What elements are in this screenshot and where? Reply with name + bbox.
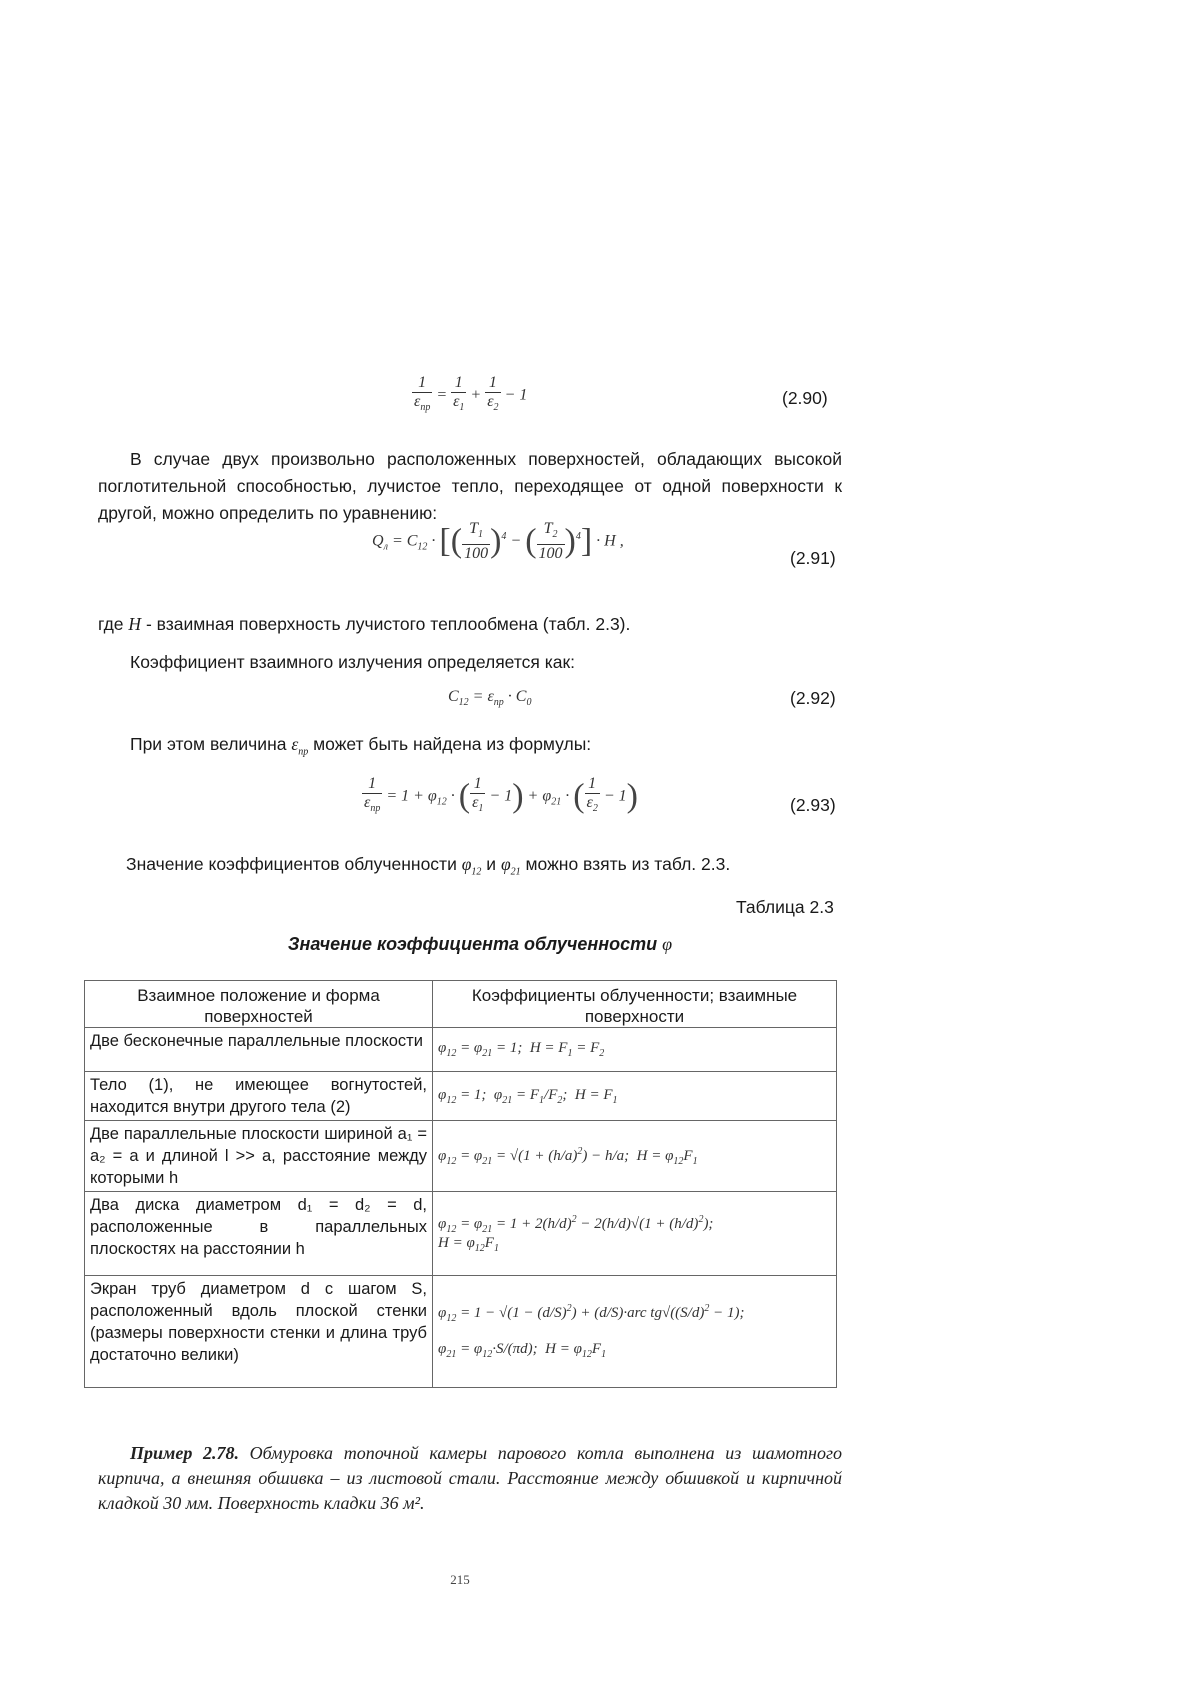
phi-21: $\varphi_{21}$ <box>500 854 521 878</box>
row-formula: $\varphi_{12} = \varphi_{21} = √(1 + (h/a)^2) - h/a$; $H = \varphi_{12}F_1$ <box>433 1121 837 1192</box>
text-before: Значение коэффициентов облученности <box>126 854 457 874</box>
table-title-text: Значение коэффициента облученности <box>287 934 658 954</box>
table-row <box>85 1072 837 1121</box>
text-before: При этом величина <box>130 734 287 754</box>
row-description: Две параллельные плоскости шириной a₁ = a₂ = a и длиной l >> a, расстояние между которыми h <box>85 1121 433 1192</box>
paragraph-line <box>130 731 591 766</box>
column-header: Коэффициенты облученности; взаимные поверхности <box>433 981 837 1028</box>
example-text: Обмуровка топочной камеры парового котла выполнена из шамотного кирпича, а внешняя обшивка – из листовой стали. Расстояние между обшивкой и кирпичной кладкой 30 мм. Поверхность кладки 36 м². <box>98 1443 843 1513</box>
coefficient-table <box>84 980 837 1388</box>
variable: H <box>128 614 142 634</box>
table-row <box>85 1192 837 1276</box>
column-header: Взаимное положение и форма поверхностей <box>85 981 433 1028</box>
row-formula: $\varphi_{12} = 1 - √(1 - (d/S)^2) + (d/S)\cdot arc$ $tg√((S/d)^2 - 1)$; $\varphi_{21} = \varphi_{12}\cdot S/(\pi d)$; $H = \varphi_{12}F_1$ <box>433 1276 837 1388</box>
row-description: Две бесконечные параллельные плоскости <box>85 1028 433 1072</box>
prefix: где <box>98 614 124 634</box>
equation-number: (2.92) <box>790 688 836 708</box>
example-paragraph <box>98 1441 842 1516</box>
row-description: Экран труб диаметром d с шагом S, расположенный вдоль плоской стенки (размеры поверхности стенки и длина труб достаточно велики) <box>85 1276 433 1388</box>
equation-2-93: $\frac{1}{\varepsilon_{пр}}$ = $1 + \varphi_{12}$ · ( $\frac{1}{\varepsilon_1}$ − $1) + \varphi_{21}$ · ( $\frac{1}{\varepsilon_2}$ − 1) <box>364 775 638 815</box>
example-label: Пример 2.78. <box>130 1443 239 1463</box>
definition-line <box>98 611 630 638</box>
row-formula: $\varphi_{12} = 1$; $\varphi_{21} = F_1/F_2$; $H = F_1$ <box>433 1072 837 1121</box>
equation-number: (2.91) <box>790 548 836 568</box>
table-title: Значение коэффициента облученности φ <box>287 934 673 954</box>
table-row <box>85 1276 837 1388</box>
text-after: может быть найдена из формулы: <box>313 734 592 754</box>
equation-2-92: $C_{12} = \varepsilon_{пр} \cdot C_0$ <box>448 688 532 709</box>
row-formula: $\varphi_{12} = \varphi_{21} = 1$; $H = F_1 = F_2$ <box>433 1028 837 1072</box>
conjunction: и <box>486 854 497 874</box>
equation-number: (2.93) <box>790 795 836 815</box>
equation-2-91: $Q_л = C_{12}$ · [( $\frac{T_1}{100}$ )$^4$ − ( $\frac{T_2}{100}$ )$^4$] · H , <box>372 520 624 563</box>
paragraph-line <box>126 851 730 886</box>
phi-12: $\varphi_{12}$ <box>461 854 482 878</box>
text-after: можно взять из табл. 2.3. <box>525 854 731 874</box>
equation-number: (2.90) <box>782 388 828 408</box>
row-description: Тело (1), не имеющее вогнутостей, находится внутри другого тела (2) <box>85 1072 433 1121</box>
row-description: Два диска диаметром d₁ = d₂ = d, расположенные в параллельных плоскостях на расстоянии h <box>85 1192 433 1276</box>
table-row <box>85 1028 837 1072</box>
coefficient-line: Коэффициент взаимного излучения определяется как: <box>130 652 576 672</box>
table-label: Таблица 2.3 <box>736 897 834 917</box>
epsilon-pr: $\varepsilon_{пр}$ <box>291 734 309 758</box>
page-number: 215 <box>450 1572 470 1587</box>
row-formula: $\varphi_{12} = \varphi_{21} = 1 + 2(h/d)^2 - 2(h/d)√(1 + (h/d)^2)$; $H = \varphi_{12}F_1$ <box>433 1192 837 1276</box>
table-header-row <box>85 981 837 1028</box>
equation-2-90: $\frac{1}{\varepsilon_{пр}}$ = $\frac{1}{\varepsilon_1}$ + $\frac{1}{\varepsilon_2}$ − 1 <box>414 374 528 414</box>
table-row <box>85 1121 837 1192</box>
definition-text: - взаимная поверхность лучистого теплообмена (табл. 2.3). <box>145 614 631 634</box>
paragraph: В случае двух произвольно расположенных поверхностей, обладающих высокой поглотительной способностью, лучистое тепло, переходящее от одной поверхности к другой, можно определить по уравнению: <box>98 449 842 523</box>
